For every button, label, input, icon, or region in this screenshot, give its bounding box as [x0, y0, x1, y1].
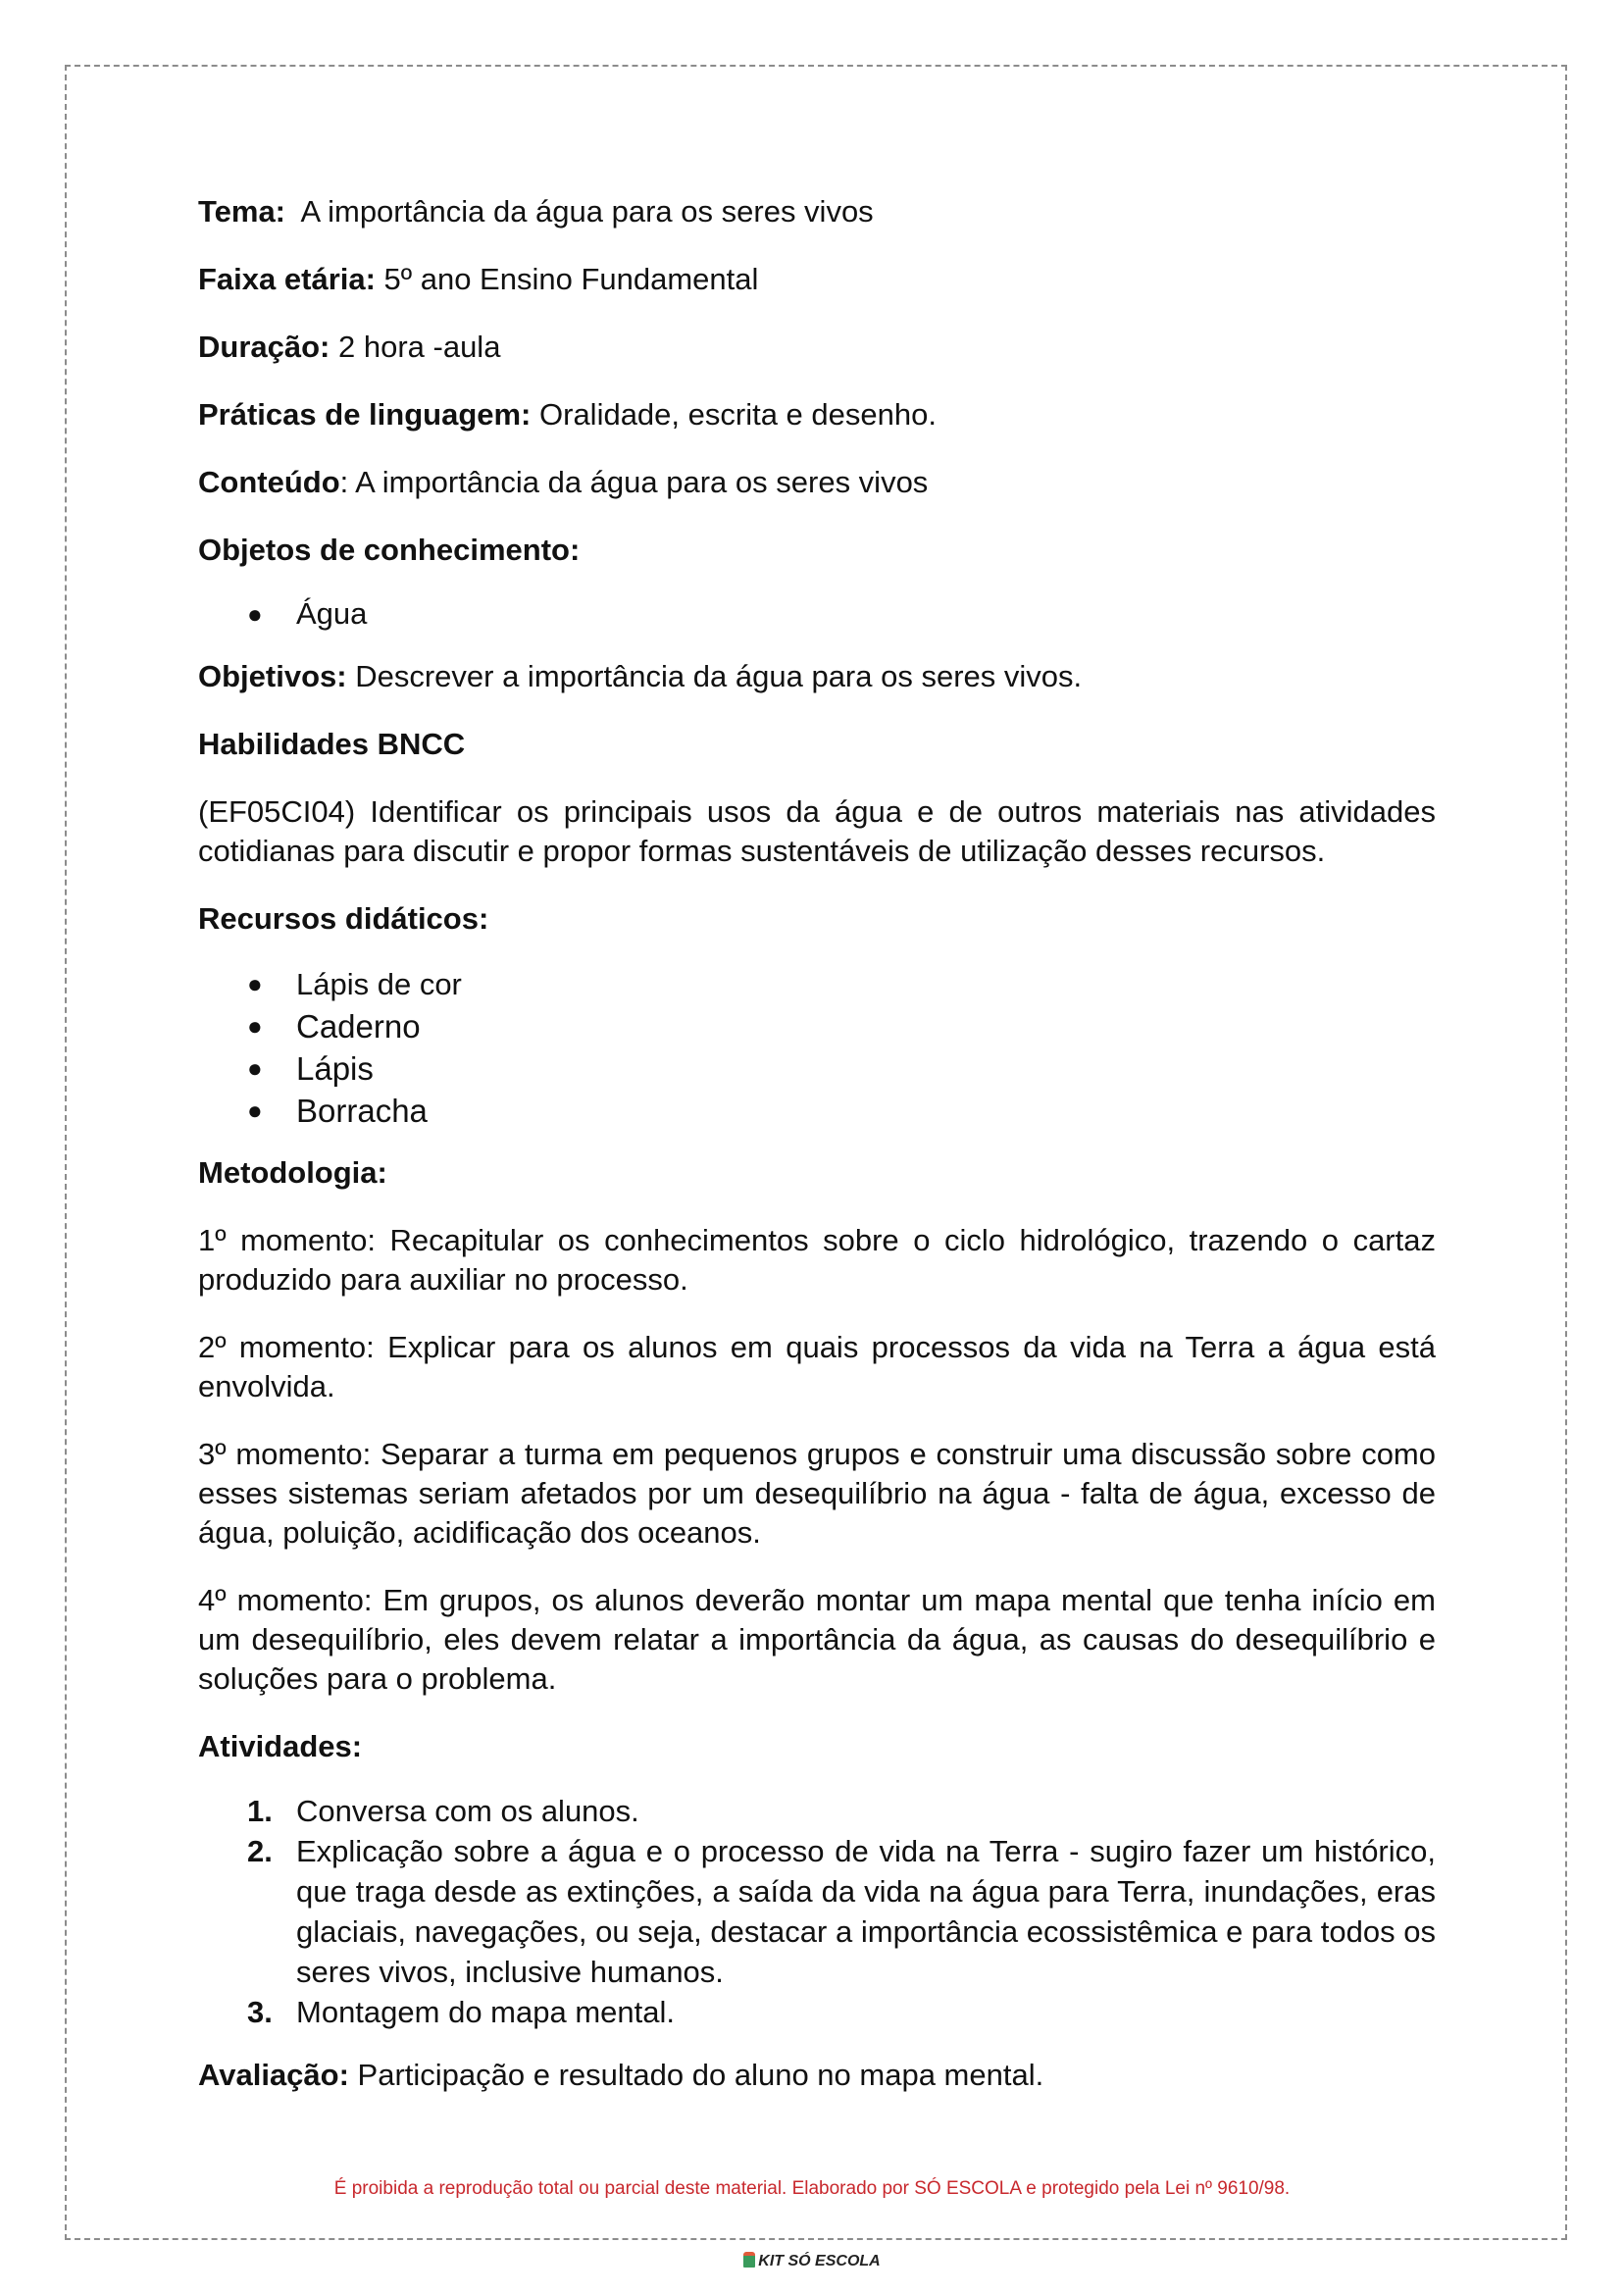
field-value: : A importância da água para os seres vivos	[339, 465, 929, 499]
field-value: Descrever a importância da água para os seres vivos.	[346, 659, 1083, 693]
metodologia-paragraph: 4º momento: Em grupos, os alunos deverão montar um mapa mental que tenha início em um desequilíbrio, eles devem relatar a importância da água, as causas do desequilíbrio e soluções para o problema.	[198, 1583, 1436, 1696]
list-item: 3. Montagem do mapa mental.	[198, 1992, 1436, 2032]
field-label: Objetivos:	[198, 659, 347, 693]
item-number: 2.	[247, 1834, 273, 1868]
item-number: 3.	[247, 1995, 273, 2029]
brand-name: KIT SÓ ESCOLA	[758, 2253, 881, 2269]
metodologia-paragraph: 2º momento: Explicar para os alunos em quais processos da vida na Terra a água está envolvida.	[198, 1330, 1436, 1403]
backpack-icon	[743, 2252, 755, 2268]
metodologia-paragraph: 3º momento: Separar a turma em pequenos grupos e construir uma discussão sobre como esses sistemas seriam afetados por um desequilíbrio na água - falta de água, excesso de água, poluição, acidificação dos oceanos.	[198, 1437, 1436, 1550]
field-label: Práticas de linguagem:	[198, 397, 532, 432]
copyright-footer: É proibida a reprodução total ou parcial deste material. Elaborado por SÓ ESCOLA e protegido pela Lei nº 9610/98.	[333, 2178, 1291, 2199]
objetos-heading: Objetos de conhecimento:	[198, 533, 581, 567]
list-item: 1. Conversa com os alunos.	[198, 1791, 1436, 1831]
field-label: Duração:	[198, 330, 330, 364]
list-item: ● Caderno	[198, 1005, 1436, 1047]
field-avaliacao	[198, 2056, 1436, 2095]
list-item: ● Água	[198, 592, 1436, 636]
field-value: Participação e resultado do aluno no mapa mental.	[348, 2058, 1044, 2092]
list-item: ● Borracha	[198, 1090, 1436, 1132]
habilidades-text: (EF05CI04) Identificar os principais usos da água e de outros materiais nas atividades cotidianas para discutir e propor formas sustentáveis de utilização desses recursos.	[198, 794, 1436, 868]
field-label: Faixa etária:	[198, 262, 376, 296]
habilidades-heading: Habilidades BNCC	[198, 727, 466, 761]
list-item: 2. Explicação sobre a água e o processo de vida na Terra - sugiro fazer um histórico, que traga desde as extinções, a saída da vida na água para Terra, inundações, eras glaciais, navegações, ou seja, destacar a importância ecossistêmica e para todos os seres vivos, inclusive humanos.	[198, 1831, 1436, 1992]
field-faixa-etaria	[198, 260, 1436, 299]
objetos-list	[198, 592, 1436, 636]
field-duracao	[198, 328, 1436, 367]
field-label: Avaliação:	[198, 2058, 349, 2092]
bullet-icon: ●	[247, 969, 263, 998]
field-praticas	[198, 395, 1436, 434]
bullet-icon: ●	[247, 1011, 263, 1041]
recursos-heading: Recursos didáticos:	[198, 901, 489, 936]
field-conteudo	[198, 463, 1436, 502]
bullet-icon: ●	[247, 1053, 263, 1083]
bullet-icon: ●	[247, 599, 263, 629]
field-objetivos	[198, 657, 1436, 696]
metodologia-paragraph: 1º momento: Recapitular os conhecimentos sobre o ciclo hidrológico, trazendo o cartaz produzido para auxiliar no processo.	[198, 1223, 1436, 1297]
list-item: ● Lápis	[198, 1047, 1436, 1090]
field-value: A importância da água para os seres vivos	[285, 194, 874, 229]
field-value: Oralidade, escrita e desenho.	[531, 397, 937, 432]
field-label: Tema:	[198, 194, 286, 229]
atividades-list	[198, 1791, 1436, 2032]
metodologia-heading: Metodologia:	[198, 1155, 387, 1190]
field-value: 2 hora -aula	[330, 330, 501, 364]
field-tema	[198, 192, 1436, 231]
lesson-plan	[198, 192, 1436, 2123]
field-value: 5º ano Ensino Fundamental	[375, 262, 759, 296]
item-number: 1.	[247, 1794, 273, 1828]
recursos-list	[198, 963, 1436, 1132]
bullet-icon: ●	[247, 1096, 263, 1125]
atividades-heading: Atividades:	[198, 1729, 363, 1763]
brand-logo	[0, 2252, 1624, 2270]
list-item: ● Lápis de cor	[198, 963, 1436, 1005]
field-label: Conteúdo	[198, 465, 340, 499]
